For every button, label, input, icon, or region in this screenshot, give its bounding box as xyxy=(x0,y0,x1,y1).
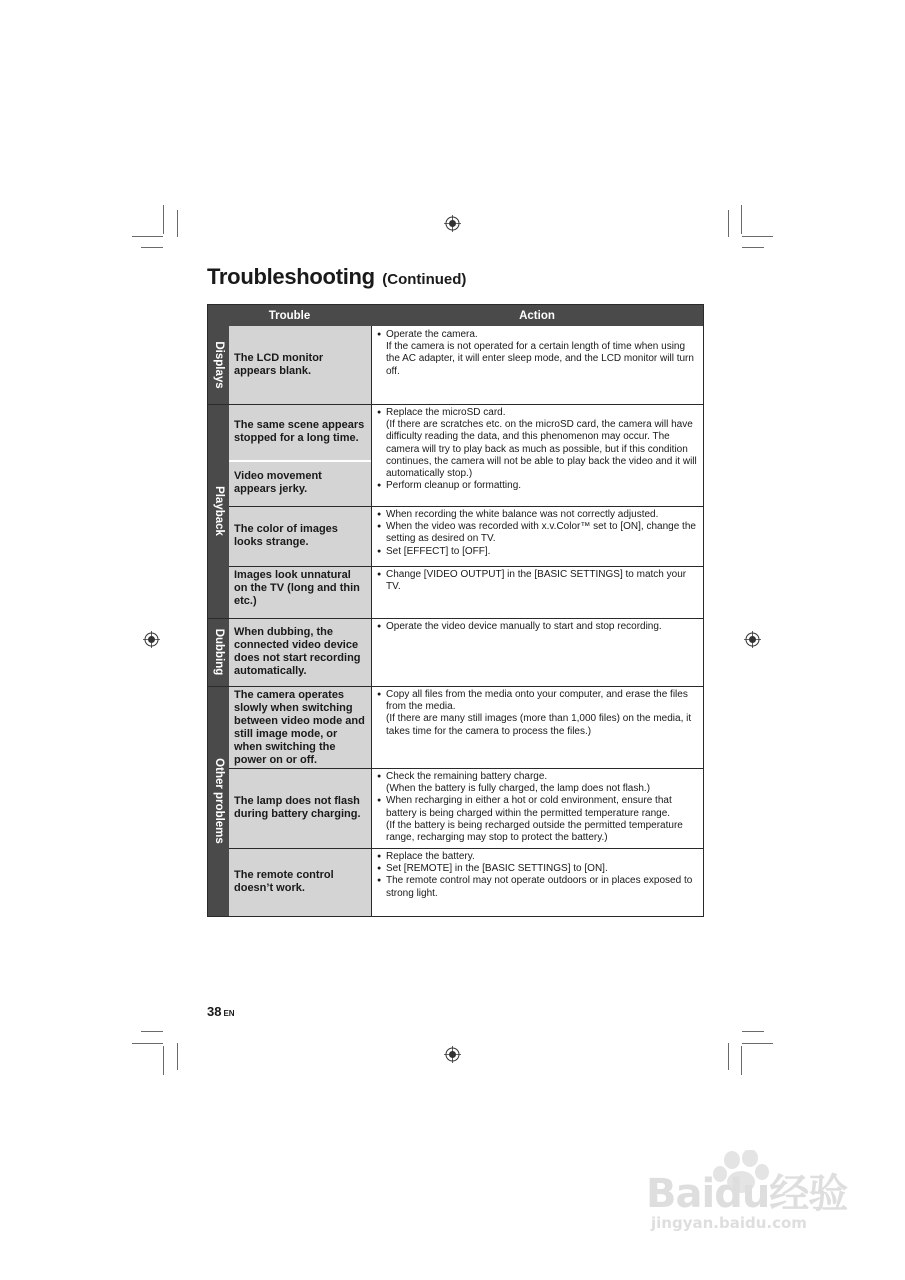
action-bullet: ● Replace the microSD card. xyxy=(377,407,697,419)
page-number xyxy=(207,1004,235,1019)
crop-mark xyxy=(742,247,764,248)
action-cell xyxy=(371,618,703,686)
category-playback xyxy=(208,404,229,618)
trouble-cell: The camera operates slowly when switching between video mode and still image mode, or when switching the power on or off. xyxy=(229,686,371,768)
action-bullet: ● Replace the battery. xyxy=(377,851,697,863)
action-bullet: ● Perform cleanup or formatting. xyxy=(377,480,697,492)
action-note: (If the battery is being recharged outside the permitted temperature range, recharging may stop to protect the battery.) xyxy=(386,819,683,844)
registration-mark-icon xyxy=(143,631,160,648)
action-note: (If there are scratches etc. on the microSD card, the camera will have difficulty reading the data, and this phenomenon may occur. The camera will try to play back as much as possible, but if this condition continues, the camera will not be able to play back the video and it will automatically stop.) xyxy=(386,419,697,480)
row-divider xyxy=(229,768,703,769)
trouble-cell: The color of images looks strange. xyxy=(229,506,371,566)
action-cell xyxy=(371,848,703,916)
action-bullet: ● Operate the video device manually to start and stop recording. xyxy=(377,621,697,633)
category-label: Dubbing xyxy=(212,628,225,676)
crop-mark xyxy=(163,205,164,234)
action-bullet: ● When recording the white balance was not correctly adjusted. xyxy=(377,509,697,521)
column-divider xyxy=(371,326,372,916)
row-divider xyxy=(208,404,703,405)
crop-mark xyxy=(742,236,773,237)
action-bullet: ● The remote control may not operate outdoors or in places exposed to strong light. xyxy=(377,875,697,899)
trouble-cell: When dubbing, the connected video device does not start recording automatically. xyxy=(229,618,371,686)
action-cell xyxy=(371,686,703,768)
title-main: Troubleshooting xyxy=(207,264,375,289)
crop-mark xyxy=(741,1046,742,1075)
watermark-url: jingyan.baidu.com xyxy=(651,1214,807,1232)
action-bullet: ● Set [REMOTE] in the [BASIC SETTINGS] to [ON]. xyxy=(377,863,697,875)
trouble-cell: Video movement appears jerky. xyxy=(229,460,371,506)
action-cell xyxy=(371,768,703,848)
action-bullet: ● Set [EFFECT] to [OFF]. xyxy=(377,546,697,558)
action-cell xyxy=(371,506,703,566)
trouble-cell: The remote control doesn’t work. xyxy=(229,848,371,916)
row-divider xyxy=(229,566,703,567)
action-bullet: ● Operate the camera. xyxy=(377,329,697,341)
action-bullet: ● Check the remaining battery charge. xyxy=(377,771,697,783)
crop-mark xyxy=(728,210,729,237)
action-cell xyxy=(371,566,703,618)
crop-mark xyxy=(728,1043,729,1070)
action-bullet: ● Change [VIDEO OUTPUT] in the [BASIC SETTINGS] to match your TV. xyxy=(377,569,697,593)
row-divider xyxy=(229,460,371,462)
category-label: Other problems xyxy=(212,758,225,844)
category-other-problems xyxy=(208,686,229,916)
crop-mark xyxy=(742,1043,773,1044)
row-divider xyxy=(208,686,703,687)
registration-mark-icon xyxy=(744,631,761,648)
title-suffix: (Continued) xyxy=(382,271,467,288)
action-note: If the camera is not operated for a certain length of time when using the AC adapter, it will enter sleep mode, and the LCD monitor will turn off. xyxy=(386,341,694,377)
crop-mark xyxy=(742,1031,764,1032)
header-trouble: Trouble xyxy=(208,305,371,326)
category-label: Playback xyxy=(212,486,225,536)
crop-mark xyxy=(141,1031,163,1032)
page-title xyxy=(207,264,466,290)
header-action: Action xyxy=(371,305,703,326)
crop-mark xyxy=(132,1043,163,1044)
troubleshooting-table xyxy=(207,304,704,917)
registration-mark-icon xyxy=(444,1046,461,1063)
crop-mark xyxy=(177,1043,178,1070)
crop-mark xyxy=(141,247,163,248)
registration-mark-icon xyxy=(444,215,461,232)
crop-mark xyxy=(177,210,178,237)
watermark-brand: Baidu经验 xyxy=(646,1171,848,1217)
action-note: (If there are many still images (more than 1,000 files) on the media, it takes time for the camera to process the files.) xyxy=(386,713,692,737)
category-dubbing xyxy=(208,618,229,686)
page-number-value: 38 xyxy=(207,1004,222,1019)
trouble-cell: The LCD monitor appears blank. xyxy=(229,326,371,404)
action-cell xyxy=(371,404,703,506)
category-label: Displays xyxy=(212,341,225,389)
row-divider xyxy=(229,848,703,849)
row-divider xyxy=(229,506,703,507)
action-bullet: ● Copy all files from the media onto your computer, and erase the files from the media. xyxy=(377,689,697,713)
action-cell xyxy=(371,326,703,404)
category-displays xyxy=(208,326,229,404)
action-note: (When the battery is fully charged, the lamp does not flash.) xyxy=(386,783,651,795)
language-code: EN xyxy=(223,1009,235,1018)
crop-mark xyxy=(163,1046,164,1075)
trouble-cell: The lamp does not flash during battery charging. xyxy=(229,768,371,848)
action-bullet: ● When recharging in either a hot or cold environment, ensure that battery is being charged within the permitted temperature range. xyxy=(377,795,697,819)
crop-mark xyxy=(132,236,163,237)
trouble-cell: The same scene appears stopped for a long time. xyxy=(229,404,371,460)
row-divider xyxy=(208,618,703,619)
action-bullet: ● When the video was recorded with x.v.Color™ set to [ON], change the setting as desired on TV. xyxy=(377,521,697,545)
crop-mark xyxy=(741,205,742,234)
trouble-cell: Images look unnatural on the TV (long and thin etc.) xyxy=(229,566,371,618)
